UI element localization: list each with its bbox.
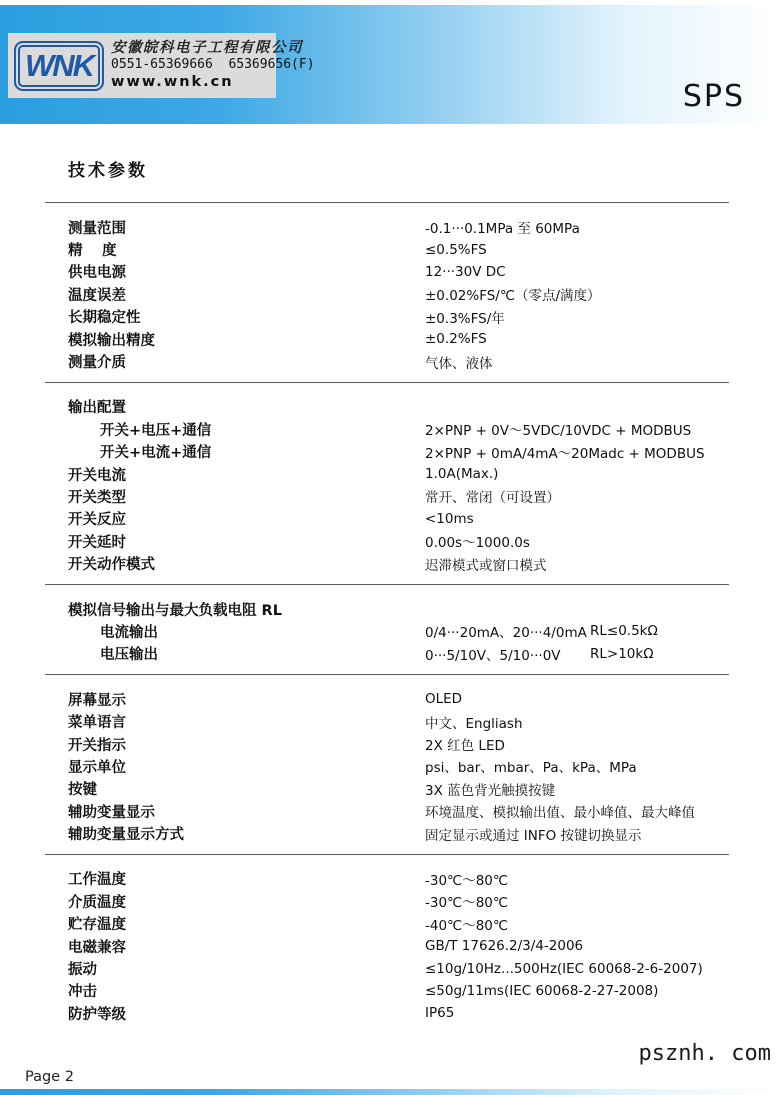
spec-label: 介质温度	[68, 894, 126, 911]
spec-value: 12···30V DC	[425, 263, 506, 280]
spec-label: 开关反应	[68, 512, 126, 529]
spec-value: -30℃～80℃	[425, 872, 509, 889]
company-info	[111, 40, 315, 90]
spec-value: 固定显示或通过 INFO 按键切换显示	[425, 827, 642, 844]
spec-label: 电压输出	[100, 647, 158, 664]
spec-row	[45, 733, 729, 755]
spec-label: 显示单位	[68, 759, 126, 776]
spec-value: -30℃～80℃	[425, 895, 509, 912]
spec-value: 环境温度、模拟输出值、最小峰值、最大峰值	[425, 805, 695, 822]
page-title: 技术参数	[68, 161, 148, 181]
spec-label: 开关延时	[68, 534, 126, 551]
spec-row	[45, 980, 729, 1002]
spec-sections	[45, 202, 729, 1034]
spec-row	[45, 643, 729, 665]
spec-label: 开关电流	[68, 467, 126, 484]
company-logo-box	[8, 33, 315, 98]
spec-row	[45, 216, 729, 238]
spec-value: -40℃～80℃	[425, 917, 509, 934]
spec-value: 3X 蓝色背光触摸按键	[425, 782, 556, 799]
spec-label: 按键	[68, 782, 97, 799]
spec-value: ±0.2%FS	[425, 331, 487, 348]
spec-label: 振动	[68, 962, 97, 979]
spec-row	[45, 800, 729, 822]
spec-row	[45, 306, 729, 328]
spec-label: 辅助变量显示	[68, 804, 155, 821]
spec-value: IP65	[425, 1005, 455, 1022]
spec-row	[45, 283, 729, 305]
spec-value: 2×PNP + 0mA/4mA～20Madc + MODBUS	[425, 445, 705, 462]
spec-value: 0···5/10V、5/10···0V	[425, 647, 561, 664]
spec-row	[45, 1002, 729, 1024]
spec-row	[45, 418, 729, 440]
spec-row	[45, 822, 729, 844]
company-website: www.wnk.cn	[111, 73, 234, 90]
spec-row	[45, 710, 729, 732]
spec-section	[45, 382, 729, 584]
spec-row	[45, 913, 729, 935]
spec-label: 开关类型	[68, 489, 126, 506]
spec-row	[45, 935, 729, 957]
spec-value: 气体、液体	[425, 355, 493, 372]
spec-content	[45, 148, 729, 1034]
spec-row	[45, 463, 729, 485]
spec-row	[45, 261, 729, 283]
spec-value: 迟滞模式或窗口模式	[425, 557, 547, 574]
spec-row	[45, 530, 729, 552]
spec-row	[45, 328, 729, 350]
spec-label: 屏幕显示	[68, 692, 126, 709]
spec-value: 0.00s～1000.0s	[425, 535, 530, 552]
spec-row	[45, 620, 729, 642]
spec-value: 2X 红色 LED	[425, 738, 505, 754]
spec-row	[45, 441, 729, 463]
spec-section	[45, 854, 729, 1034]
spec-row	[45, 778, 729, 800]
spec-label: 防护等级	[68, 1006, 126, 1023]
spec-label: 温度误差	[68, 287, 126, 304]
spec-value: -0.1···0.1MPa 至 60MPa	[425, 221, 580, 238]
spec-value: ≤50g/11ms(IEC 60068-2-27-2008)	[425, 982, 659, 999]
spec-label: 辅助变量显示方式	[68, 827, 184, 844]
spec-value: psi、bar、mbar、Pa、kPa、MPa	[425, 760, 637, 777]
spec-row	[45, 890, 729, 912]
spec-value: 中文、Engliash	[425, 715, 523, 732]
spec-section	[45, 674, 729, 854]
spec-row	[45, 957, 729, 979]
spec-value: ±0.3%FS/年	[425, 310, 505, 327]
spec-value: ≤0.5%FS	[425, 241, 487, 258]
watermark-text: psznh. com	[638, 1041, 771, 1066]
spec-value: ±0.02%FS/℃（零点/满度）	[425, 288, 601, 305]
spec-label: 开关动作模式	[68, 557, 155, 574]
spec-label: 贮存温度	[68, 917, 126, 934]
spec-value-secondary: RL≤0.5kΩ	[590, 623, 658, 640]
spec-label: 开关指示	[68, 737, 126, 754]
spec-row	[45, 485, 729, 507]
spec-label: 电流输出	[100, 624, 158, 641]
spec-label: 工作温度	[68, 872, 126, 889]
spec-label: 开关+电流+通信	[100, 445, 212, 462]
spec-value-secondary: RL>10kΩ	[590, 645, 654, 662]
spec-row	[45, 755, 729, 777]
company-phone: 0551-65369666 65369656(F)	[111, 57, 315, 73]
spec-section	[45, 202, 729, 382]
footer-band	[0, 1089, 777, 1095]
spec-row	[45, 508, 729, 530]
spec-value: 1.0A(Max.)	[425, 466, 499, 483]
spec-label: 模拟输出精度	[68, 332, 155, 349]
spec-value: GB/T 17626.2/3/4-2006	[425, 938, 584, 955]
spec-row	[45, 396, 729, 418]
page-number: Page 2	[25, 1069, 74, 1085]
wnk-logo-icon	[14, 41, 104, 91]
spec-value: 常开、常闭（可设置）	[425, 490, 560, 507]
spec-row	[45, 598, 729, 620]
company-name: 安徽皖科电子工程有限公司	[111, 39, 304, 57]
spec-value: OLED	[425, 691, 463, 708]
spec-label: 精 度	[68, 243, 117, 260]
spec-value: ≤10g/10Hz...500Hz(IEC 60068-2-6-2007)	[425, 960, 703, 977]
spec-row	[45, 350, 729, 372]
spec-row	[45, 688, 729, 710]
spec-row	[45, 868, 729, 890]
spec-value: 2×PNP + 0V～5VDC/10VDC + MODBUS	[425, 423, 692, 440]
spec-label: 开关+电压+通信	[100, 422, 212, 439]
spec-row	[45, 238, 729, 260]
spec-label: 供电电源	[68, 265, 126, 282]
product-code: SPS	[682, 79, 745, 114]
spec-value: 0/4···20mA、20···4/0mA	[425, 625, 587, 642]
spec-label: 菜单语言	[68, 715, 126, 732]
spec-value: <10ms	[425, 510, 474, 527]
wnk-logo-text: WNK	[18, 45, 100, 87]
spec-label: 模拟信号输出与最大负载电阻 RL	[68, 602, 282, 619]
spec-label: 输出配置	[68, 400, 126, 417]
spec-label: 测量介质	[68, 355, 126, 372]
spec-label: 电磁兼容	[68, 939, 126, 956]
spec-row	[45, 552, 729, 574]
spec-label: 测量范围	[68, 220, 126, 237]
spec-label: 冲击	[68, 984, 97, 1001]
spec-label: 长期稳定性	[68, 310, 141, 327]
spec-section	[45, 584, 729, 674]
